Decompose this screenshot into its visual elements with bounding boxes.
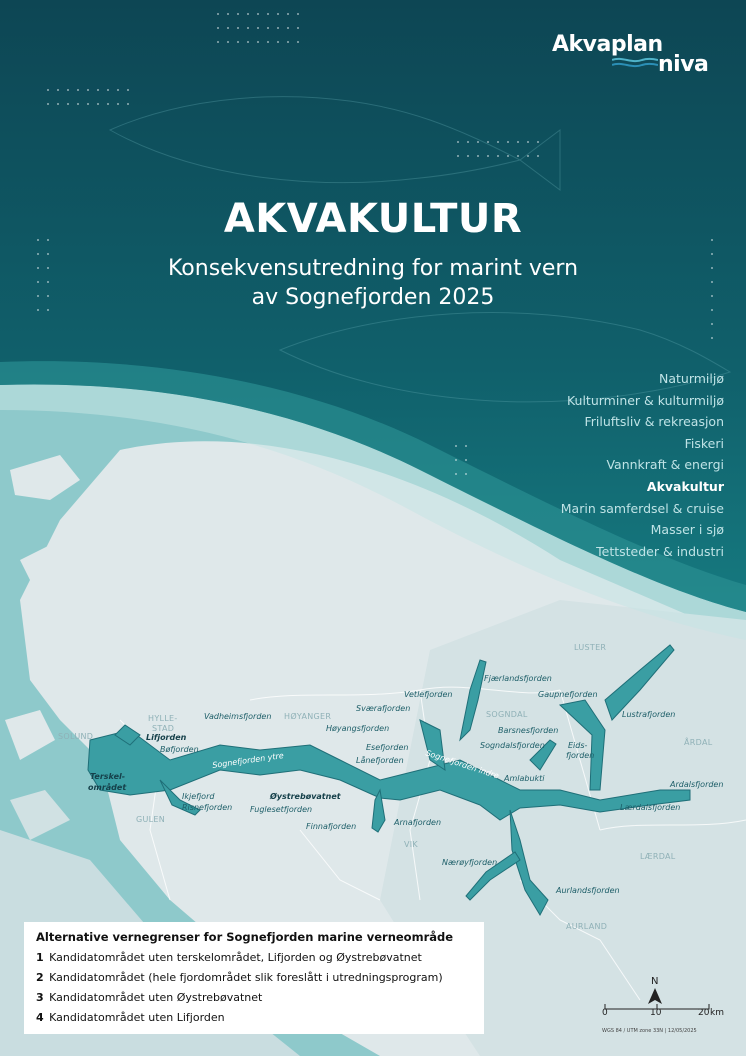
- scale-unit: km: [710, 1008, 724, 1018]
- place-label: Barsnesfjorden: [498, 726, 559, 735]
- place-label: Lustrafjorden: [622, 710, 676, 719]
- page-subtitle: [0, 254, 746, 312]
- place-label: Fuglesetfjorden: [250, 805, 313, 814]
- topic-item-active: Akvakultur: [646, 478, 724, 494]
- place-label: Nærøyfjorden: [442, 858, 498, 867]
- logo-text-akvaplan: Akvaplan: [552, 32, 663, 57]
- scale-tick: 10: [650, 1008, 662, 1018]
- legend-box: [24, 922, 484, 1034]
- region-label: SOLUND: [58, 732, 94, 741]
- fjord-label: Sognefjorden ytre: [211, 751, 285, 770]
- region-label: LUSTER: [574, 643, 607, 652]
- north-label: N: [651, 976, 659, 987]
- place-label: Ikjefjord: [182, 792, 215, 801]
- legend-item-text: Kandidatområdet (hele fjordområdet slik foreslått i utredningsprogram): [49, 971, 443, 984]
- north-arrow-icon: [648, 988, 662, 1004]
- logo-wave-icon: [612, 56, 658, 70]
- topic-item: Kulturminer & kulturmiljø: [566, 392, 724, 408]
- subtitle-line-1: Konsekvensutredning for marint vern: [167, 256, 579, 281]
- legend-item-number: 2: [36, 971, 44, 984]
- region-label: LÆRDAL: [640, 852, 676, 861]
- place-label: Fjærlandsfjorden: [484, 674, 552, 683]
- akvaplan-niva-logo: [552, 32, 722, 80]
- region-label: HYLLE-: [148, 714, 178, 723]
- subtitle-line-2: av Sognefjorden 2025: [251, 285, 495, 310]
- place-label: fjorden: [566, 751, 595, 760]
- region-label: SOGNDAL: [486, 710, 528, 719]
- topic-item: Marin samferdsel & cruise: [560, 500, 724, 516]
- scale-tick: 0: [602, 1008, 608, 1018]
- logo-text-niva: niva: [658, 52, 709, 77]
- region-label: HØYANGER: [284, 712, 332, 721]
- legend-item-number: 3: [36, 991, 44, 1004]
- place-label: Høyangsfjorden: [326, 724, 390, 733]
- place-label: Amlabukti: [504, 774, 545, 783]
- fjord-label: Sognefjorden indre: [424, 748, 500, 781]
- crs-text: WGS 84 / UTM zone 33N | 12/05/2025: [602, 1028, 697, 1034]
- region-label: VIK: [404, 840, 418, 849]
- scale-tick: 20: [698, 1008, 710, 1018]
- place-label: Ardalsfjorden: [670, 780, 724, 789]
- place-label: Finnafjorden: [306, 822, 357, 831]
- legend-item: [36, 948, 472, 968]
- legend-item: [36, 988, 472, 1008]
- bold-place-label: området: [88, 783, 127, 792]
- bold-place-label: Terskel-: [90, 772, 126, 781]
- place-label: Lærdalsfjorden: [620, 803, 681, 812]
- place-label: Aurlandsfjorden: [556, 886, 620, 895]
- region-label: STAD: [152, 724, 175, 733]
- region-label: ÅRDAL: [684, 738, 713, 747]
- topic-list: [424, 368, 724, 562]
- region-label: GULEN: [136, 815, 166, 824]
- legend-item-number: 1: [36, 951, 44, 964]
- legend-item-text: Kandidatområdet uten Øystrebøvatnet: [49, 991, 263, 1004]
- topic-item: Masser i sjø: [650, 522, 724, 538]
- scale-bar: [600, 976, 726, 1046]
- place-label: Risnefjorden: [182, 803, 233, 812]
- place-label: Arnafjorden: [394, 818, 442, 827]
- place-label: Vadheimsfjorden: [204, 712, 272, 721]
- topic-item: Fiskeri: [684, 435, 724, 451]
- place-label: Esefjorden: [366, 743, 409, 752]
- topic-item: Naturmiljø: [659, 371, 724, 386]
- legend-item-text: Kandidatområdet uten terskelområdet, Lifjorden og Øystrebøvatnet: [49, 951, 422, 964]
- place-label: Lånefjorden: [356, 756, 404, 765]
- page-title: AKVAKULTUR: [223, 196, 523, 242]
- place-label: Vetlefjorden: [404, 690, 453, 699]
- place-label: Lifjorden: [146, 733, 187, 742]
- place-label: Gaupnefjorden: [538, 690, 598, 699]
- legend-item-number: 4: [36, 1011, 44, 1024]
- topic-item: Tettsteder & industri: [596, 543, 724, 559]
- place-label: Sværafjorden: [356, 704, 411, 713]
- legend-title: Alternative vernegrenser for Sognefjorden marine verneområde: [36, 930, 454, 944]
- topic-item: Friluftsliv & rekreasjon: [584, 414, 724, 430]
- topic-item: Vannkraft & energi: [606, 457, 724, 473]
- region-label: AURLAND: [566, 922, 608, 931]
- place-label: Eids-: [568, 741, 588, 750]
- legend-item: [36, 1008, 472, 1028]
- legend-item-text: Kandidatområdet uten Lifjorden: [49, 1011, 225, 1024]
- legend-item: [36, 968, 472, 988]
- bold-place-label: Øystrebøvatnet: [270, 792, 341, 801]
- place-label: Sogndalsfjorden: [480, 741, 545, 750]
- place-label: Bøfjorden: [160, 745, 199, 754]
